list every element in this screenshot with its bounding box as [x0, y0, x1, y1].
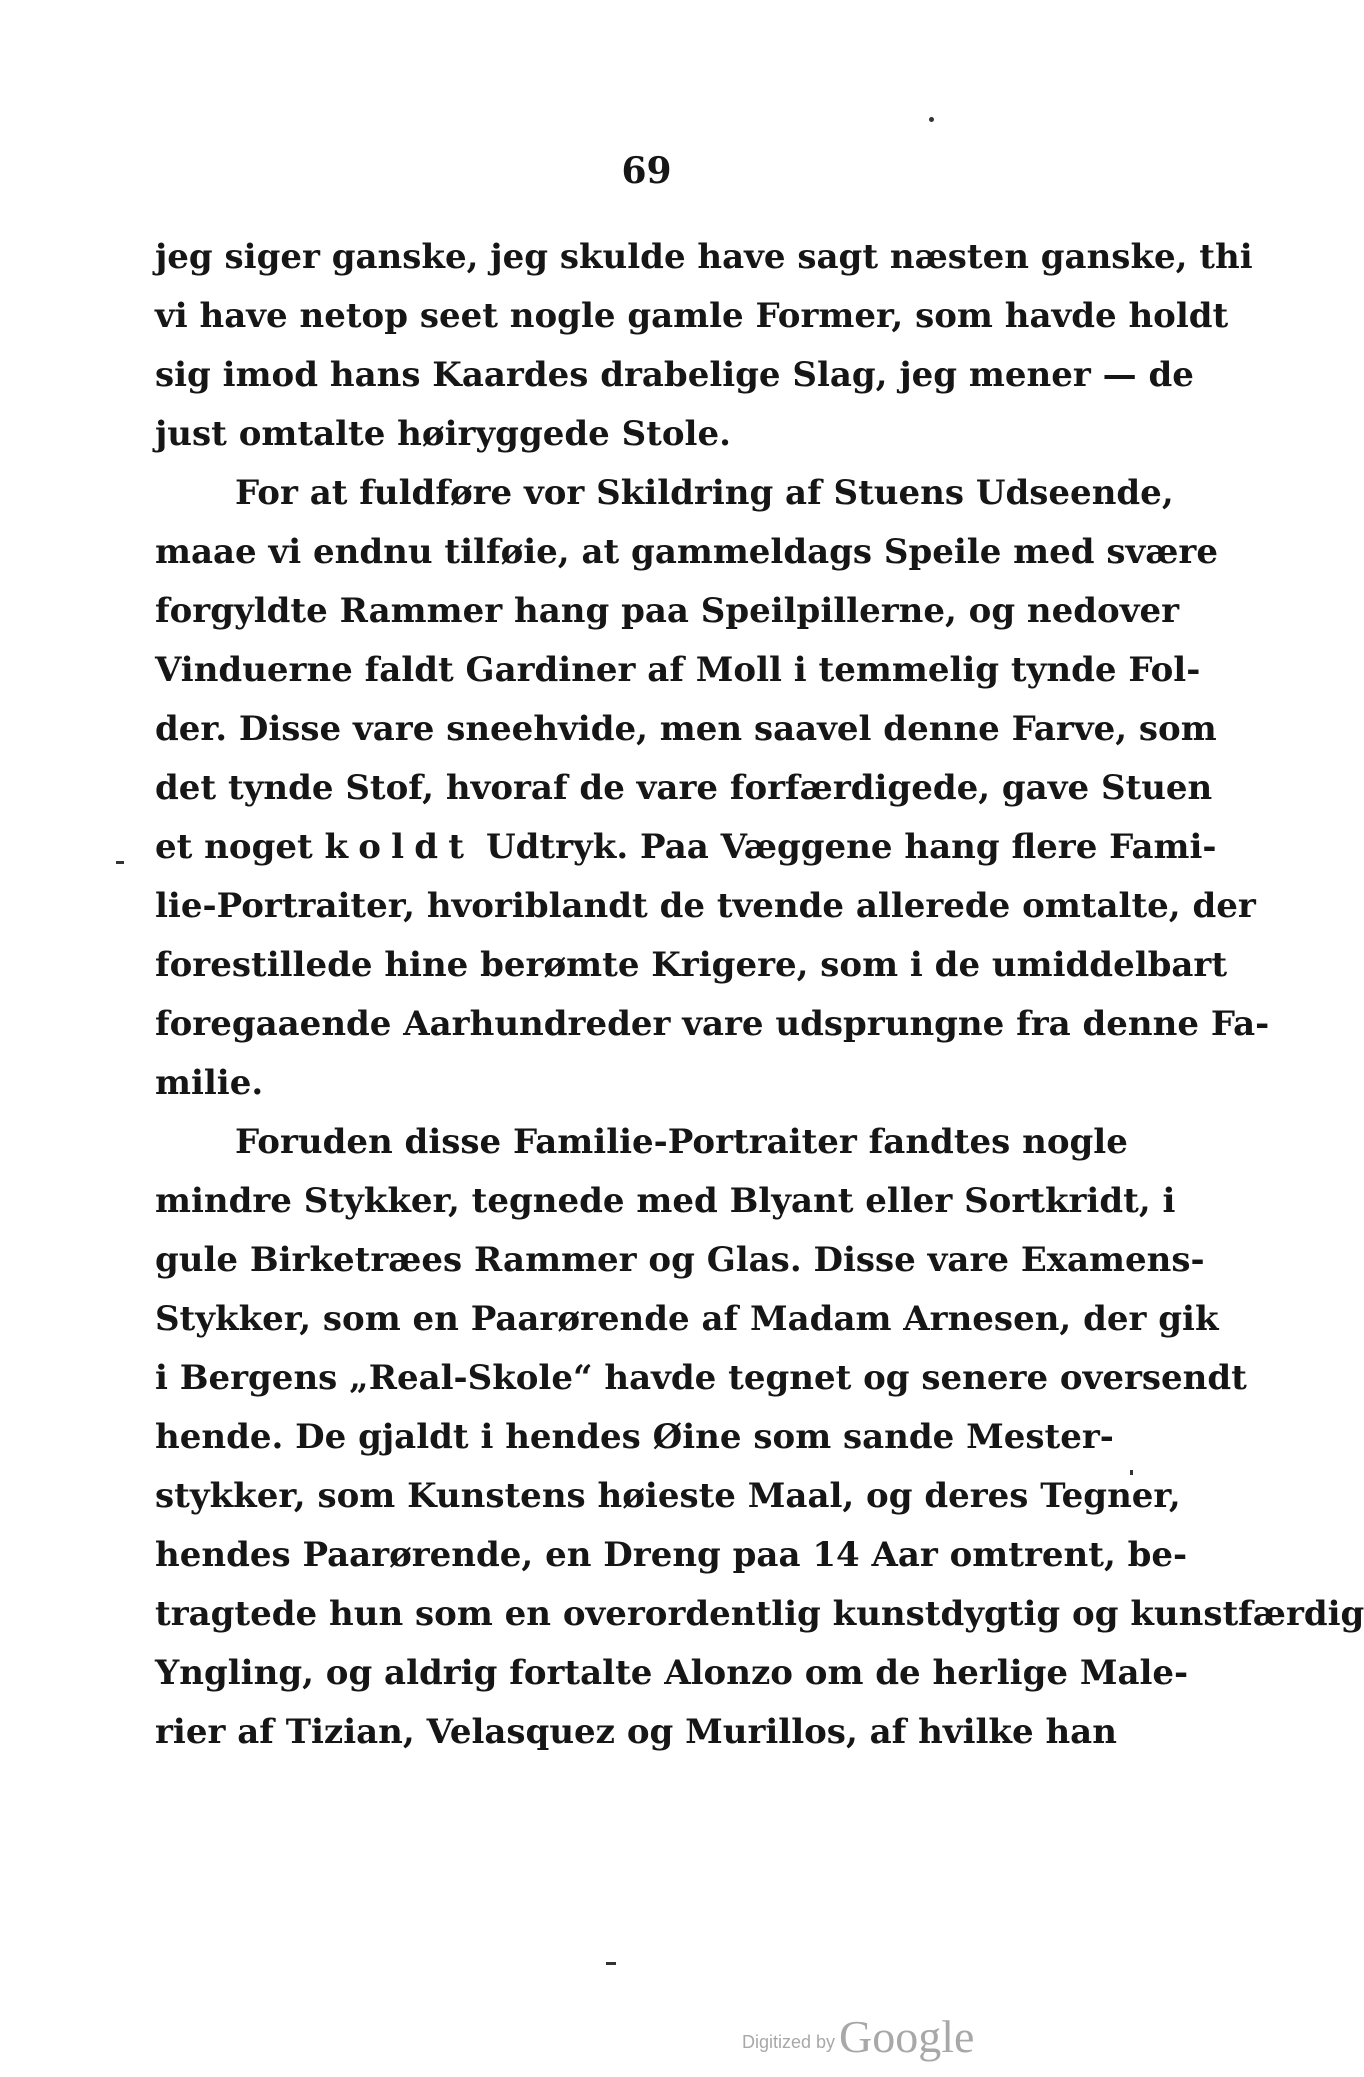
text-line: Stykker, som en Paarørende af Madam Arnesen, der gik: [155, 1299, 1219, 1339]
text-line: gule Birketræes Rammer og Glas. Disse vare Examens-: [155, 1240, 1205, 1280]
text-line: forestillede hine berømte Krigere, som i de umiddelbart: [155, 945, 1228, 985]
text-line: just omtalte høiryggede Stole.: [155, 414, 731, 454]
watermark-prefix: Digitized by: [742, 2032, 836, 2052]
text-segment: Udtryk. Paa Væggene hang flere Fami-: [474, 827, 1217, 867]
text-line: tragtede hun som en overordentlig kunstdygtig og kunstfærdig: [155, 1594, 1364, 1634]
text-segment: et noget: [155, 827, 325, 867]
text-line: i Bergens „Real-Skole“ havde tegnet og senere oversendt: [155, 1358, 1247, 1398]
text-line: sig imod hans Kaardes drabelige Slag, jeg mener — de: [155, 355, 1194, 395]
text-line: milie.: [155, 1063, 264, 1103]
text-line: hendes Paarørende, en Dreng paa 14 Aar omtrent, be-: [155, 1535, 1188, 1575]
text-body: [155, 228, 1364, 1762]
text-line: vi have netop seet nogle gamle Former, som havde holdt: [155, 296, 1229, 336]
google-logo: Google: [839, 2011, 975, 2062]
text-line: jeg siger ganske, jeg skulde have sagt næsten ganske, thi: [155, 237, 1253, 277]
digitized-watermark: [742, 2010, 974, 2063]
text-line: lie-Portraiter, hvoriblandt de tvende allerede omtalte, der: [155, 886, 1256, 926]
page-number: 69: [621, 150, 672, 192]
emphasized-word: koldt: [324, 827, 475, 867]
text-line: [155, 818, 1217, 877]
text-line: rier af Tizian, Velasquez og Murillos, af hvilke han: [155, 1712, 1117, 1752]
scan-speck: [116, 861, 124, 864]
text-line: foregaaende Aarhundreder vare udsprungne fra denne Fa-: [155, 1004, 1270, 1044]
scan-speck: [1130, 1470, 1133, 1475]
scan-speck: [606, 1962, 616, 1965]
text-line: Vinduerne faldt Gardiner af Moll i temmelig tynde Fol-: [155, 650, 1201, 690]
text-line: maae vi endnu tilføie, at gammeldags Speile med svære: [155, 532, 1218, 572]
text-line: Yngling, og aldrig fortalte Alonzo om de herlige Male-: [155, 1653, 1189, 1693]
scan-speck: [929, 117, 934, 122]
paragraph-start-line: For at fuldføre vor Skildring af Stuens Udseende,: [235, 473, 1174, 513]
paragraph-start-line: Foruden disse Familie-Portraiter fandtes nogle: [235, 1122, 1128, 1162]
text-line: mindre Stykker, tegnede med Blyant eller Sortkridt, i: [155, 1181, 1176, 1221]
text-line: det tynde Stof, hvoraf de vare forfærdigede, gave Stuen: [155, 768, 1213, 808]
text-line: forgyldte Rammer hang paa Speilpillerne, og nedover: [155, 591, 1180, 631]
text-line: hende. De gjaldt i hendes Øine som sande Mester-: [155, 1417, 1114, 1457]
text-line: der. Disse vare sneehvide, men saavel denne Farve, som: [155, 709, 1217, 749]
text-line: stykker, som Kunstens høieste Maal, og deres Tegner,: [155, 1476, 1181, 1516]
